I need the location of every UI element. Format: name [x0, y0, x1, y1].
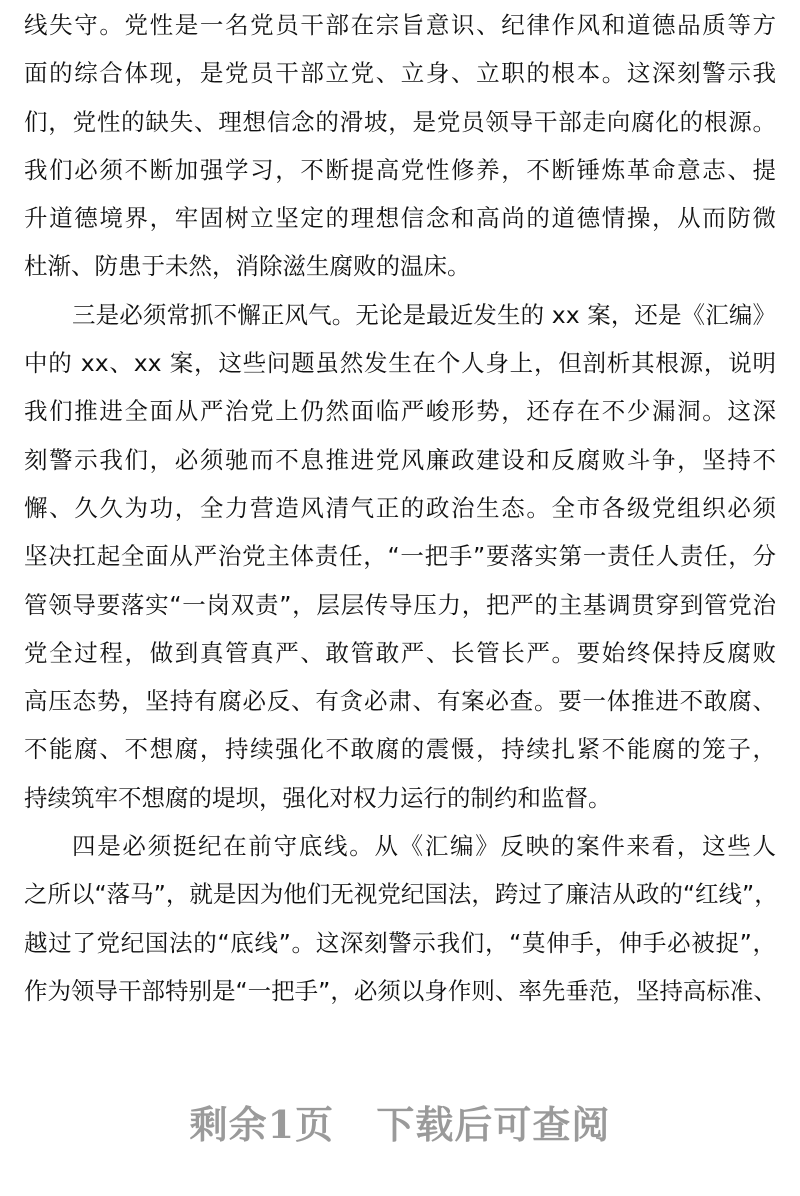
- paragraph: [24, 822, 776, 1015]
- remaining-pages-text: 剩余1页: [189, 1102, 335, 1147]
- document-body: [24, 1, 776, 1015]
- download-prompt[interactable]: [0, 1094, 800, 1149]
- text-line: 懈、久久为功，全力营造风清气正的政治生态。全市各级党组织必须: [24, 493, 776, 522]
- text-line: 管领导要落实“一岗双责”，层层传导压力，把严的主基调贯穿到管党治: [24, 590, 776, 619]
- text-line: 刻警示我们，必须驰而不息推进党风廉政建设和反腐败斗争，坚持不: [24, 445, 776, 474]
- text-line: 三是必须常抓不懈正风气。无论是最近发生的 xx 案，还是《汇编》: [72, 300, 776, 329]
- text-line: 持续筑牢不想腐的堤坝，强化对权力运行的制约和监督。: [24, 783, 612, 812]
- text-line: 面的综合体现，是党员干部立党、立身、立职的根本。这深刻警示我: [24, 59, 776, 88]
- text-line: 高压态势，坚持有腐必反、有贪必肃、有案必查。要一体推进不敢腐、: [24, 687, 776, 716]
- text-line: 之所以“落马”，就是因为他们无视党纪国法，跨过了廉洁从政的“红线”，: [24, 880, 778, 909]
- text-line: 作为领导干部特别是“一把手”，必须以身作则、率先垂范，坚持高标准、: [24, 976, 777, 1005]
- text-line: 线失守。党性是一名党员干部在宗旨意识、纪律作风和道德品质等方: [24, 11, 776, 39]
- text-line: 我们必须不断加强学习，不断提高党性修养，不断锤炼革命意志、提: [24, 155, 776, 184]
- download-to-view-text[interactable]: 下载后可查阅: [376, 1102, 611, 1147]
- text-line: 升道德境界，牢固树立坚定的理想信念和高尚的道德情操，从而防微: [24, 204, 776, 233]
- paragraph: [24, 1, 776, 291]
- text-line: 杜渐、防患于未然，消除滋生腐败的温床。: [24, 252, 471, 281]
- text-line: 们，党性的缺失、理想信念的滑坡，是党员领导干部走向腐化的根源。: [24, 107, 776, 136]
- text-line: 四是必须挺纪在前守底线。从《汇编》反映的案件来看，这些人: [72, 832, 776, 861]
- text-line: 越过了党纪国法的“底线”。这深刻警示我们，“莫伸手，伸手必被捉”，: [24, 928, 776, 957]
- text-line: 不能腐、不想腐，持续强化不敢腐的震慑，持续扎紧不能腐的笼子，: [24, 735, 776, 764]
- paragraph: [24, 291, 776, 822]
- text-line: 中的 xx、xx 案，这些问题虽然发生在个人身上，但剖析其根源，说明: [24, 349, 776, 378]
- text-line: 党全过程，做到真管真严、敢管敢严、长管长严。要始终保持反腐败: [24, 638, 776, 667]
- text-line: 坚决扛起全面从严治党主体责任，“一把手”要落实第一责任人责任，分: [24, 542, 776, 571]
- text-line: 我们推进全面从严治党上仍然面临严峻形势，还存在不少漏洞。这深: [24, 397, 776, 426]
